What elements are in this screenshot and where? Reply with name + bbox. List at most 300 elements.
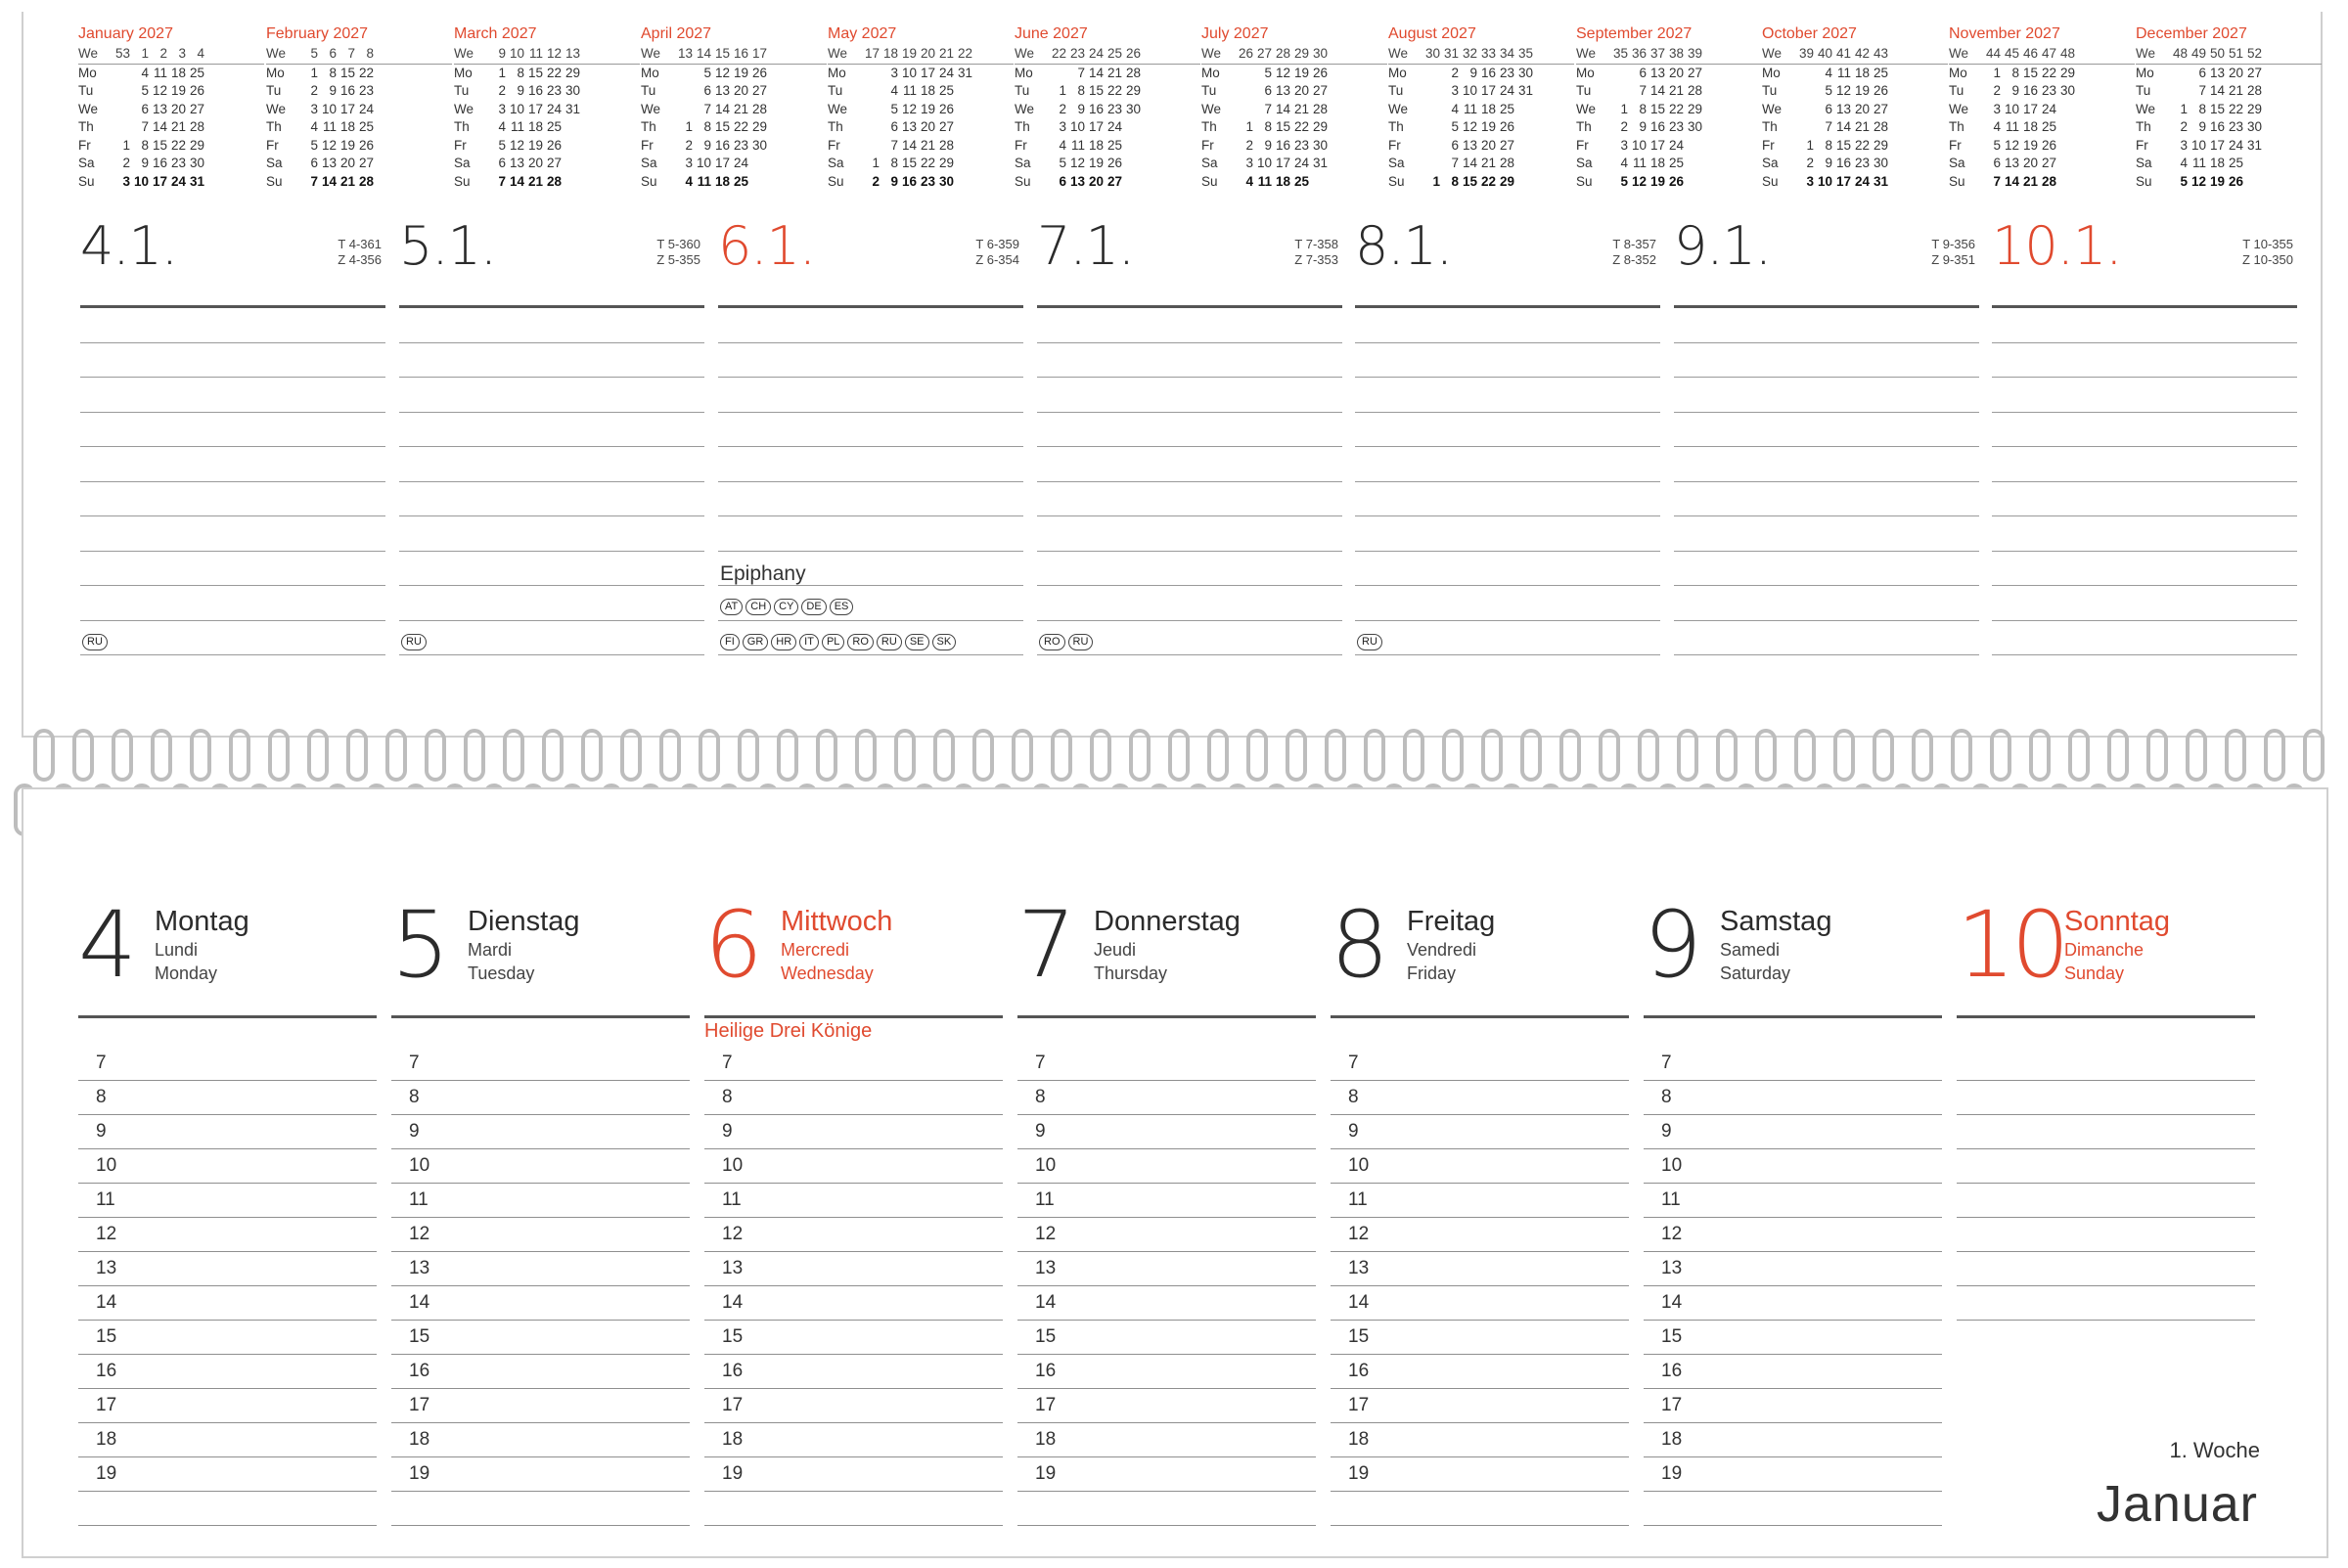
hour-slot[interactable]: [1957, 1149, 2255, 1184]
day-cell: 26: [1668, 173, 1684, 189]
hour-slot[interactable]: [1644, 1423, 1942, 1457]
day-cell: 13: [509, 156, 524, 170]
hour-slot[interactable]: [1331, 1252, 1629, 1286]
hour-slot[interactable]: [1957, 1081, 2255, 1115]
note-line[interactable]: [718, 482, 1023, 517]
day-cell: 26: [189, 83, 204, 98]
hour-slot[interactable]: [1957, 1184, 2255, 1218]
hour-slot[interactable]: [1331, 1355, 1629, 1389]
hour-slot[interactable]: [1644, 1355, 1942, 1389]
day-cell: 1: [1059, 83, 1066, 98]
hour-slot[interactable]: [391, 1492, 690, 1526]
hour-slot[interactable]: [704, 1149, 1003, 1184]
day-cell: 29: [564, 65, 580, 80]
day-cell: 24: [1106, 119, 1122, 134]
day-cell: 5: [2180, 173, 2188, 189]
hour-slot[interactable]: [1644, 1286, 1942, 1321]
hour-slot[interactable]: [1957, 1252, 2255, 1286]
hour-slot[interactable]: [1957, 1218, 2255, 1252]
hour-slot[interactable]: [78, 1321, 377, 1355]
hour-slot[interactable]: [78, 1115, 377, 1149]
note-line[interactable]: [1674, 552, 1979, 587]
spiral-ring: [385, 729, 407, 782]
weekday-row: [1388, 137, 1574, 156]
weekday-label: Mo: [266, 65, 285, 80]
day-cell: 19: [170, 83, 186, 98]
hour-slot[interactable]: [704, 1423, 1003, 1457]
day-cell: 25: [1668, 156, 1684, 170]
day-cell: 12: [509, 137, 524, 153]
note-line[interactable]: [1992, 378, 2297, 413]
day-cell: 8: [517, 65, 524, 80]
day-cell: 27: [546, 156, 562, 170]
note-line[interactable]: [1992, 447, 2297, 482]
note-line[interactable]: [399, 516, 704, 552]
day-cell: 2: [872, 173, 880, 189]
day-cell: [863, 65, 881, 83]
note-line[interactable]: [80, 552, 385, 587]
weekday-label: We: [2136, 101, 2156, 116]
day-cell: 31: [957, 65, 972, 80]
note-line[interactable]: [1992, 621, 2297, 656]
spiral-ring: [1207, 729, 1229, 782]
day-cell: 30: [564, 83, 580, 98]
day-cell: 27: [2041, 156, 2056, 170]
note-line[interactable]: [718, 516, 1023, 552]
note-line[interactable]: [1674, 516, 1979, 552]
hour-slot[interactable]: [704, 1492, 1003, 1526]
hour-slot[interactable]: [1017, 1252, 1316, 1286]
note-line[interactable]: [1992, 413, 2297, 448]
note-line[interactable]: [1037, 413, 1342, 448]
note-line[interactable]: [718, 413, 1023, 448]
hour-slot[interactable]: [391, 1115, 690, 1149]
weekday-label: We: [1388, 46, 1409, 61]
note-line[interactable]: [1355, 447, 1660, 482]
hour-slot[interactable]: [1644, 1081, 1942, 1115]
hour-slot[interactable]: [704, 1184, 1003, 1218]
hour-label: 19: [96, 1463, 117, 1484]
day-cell: 15: [1088, 83, 1104, 98]
day-cell: 11: [2005, 119, 2019, 134]
day-cell: 31: [1517, 83, 1533, 98]
note-line[interactable]: [1674, 413, 1979, 448]
day-cell: 3: [310, 101, 318, 116]
hour-slot[interactable]: [78, 1047, 377, 1081]
day-cell: [376, 155, 394, 173]
day-cell: 28: [1275, 46, 1290, 61]
week-number-row: [454, 45, 640, 65]
hour-slot[interactable]: [1644, 1252, 1942, 1286]
hour-label: 9: [722, 1121, 733, 1142]
note-line[interactable]: [1674, 343, 1979, 379]
weekday-row: [78, 82, 264, 101]
spiral-ring: [1364, 729, 1385, 782]
weekday-label: Su: [641, 173, 657, 189]
day-cell: 24: [1088, 46, 1104, 61]
note-line[interactable]: [399, 378, 704, 413]
day-number: 7: [1017, 892, 1072, 999]
hour-slot[interactable]: [1017, 1355, 1316, 1389]
holiday-name: Heilige Drei Könige: [704, 1020, 873, 1042]
hour-slot[interactable]: [1017, 1423, 1316, 1457]
note-line[interactable]: [80, 378, 385, 413]
day-cell: 20: [733, 83, 748, 98]
day-cell: 15: [714, 46, 730, 61]
hour-slot[interactable]: [1017, 1184, 1316, 1218]
note-line[interactable]: [1355, 482, 1660, 517]
day-cell: 18: [882, 46, 898, 61]
day-cell: 10: [1631, 137, 1647, 153]
hour-slot[interactable]: [1331, 1184, 1629, 1218]
note-line[interactable]: [399, 586, 704, 621]
day-cell: 1: [1806, 137, 1814, 153]
hour-slot[interactable]: [391, 1218, 690, 1252]
hour-slot[interactable]: [78, 1457, 377, 1492]
note-line[interactable]: [399, 447, 704, 482]
note-line[interactable]: [80, 343, 385, 379]
hour-slot[interactable]: [1331, 1286, 1629, 1321]
day-cell: 13: [321, 156, 337, 170]
note-line[interactable]: [1674, 586, 1979, 621]
note-line[interactable]: [1355, 552, 1660, 587]
hour-slot[interactable]: [1017, 1286, 1316, 1321]
hour-slot[interactable]: [704, 1389, 1003, 1423]
hour-label: 19: [1348, 1463, 1370, 1484]
note-line[interactable]: [399, 413, 704, 448]
hour-slot[interactable]: [1957, 1047, 2255, 1081]
hour-slot[interactable]: [1331, 1389, 1629, 1423]
weekday-row: [2136, 137, 2322, 156]
note-line[interactable]: [80, 621, 385, 656]
day-cell: 13: [677, 46, 693, 61]
day-cell: 18: [170, 65, 186, 80]
note-line[interactable]: [1674, 447, 1979, 482]
weekday-name-french: Dimanche: [2064, 940, 2145, 960]
hour-slot[interactable]: [1017, 1149, 1316, 1184]
hour-slots: [78, 1047, 377, 1526]
note-line[interactable]: [1674, 482, 1979, 517]
note-line[interactable]: [80, 308, 385, 343]
country-code-badge: CH: [745, 599, 771, 615]
note-line[interactable]: [1355, 516, 1660, 552]
day-cell: 9: [517, 83, 524, 98]
hour-slot[interactable]: [1331, 1423, 1629, 1457]
hour-slot[interactable]: [1017, 1492, 1316, 1526]
hour-slot[interactable]: [1644, 1047, 1942, 1081]
day-cell: 8: [703, 119, 711, 134]
note-line[interactable]: [80, 586, 385, 621]
hour-slot[interactable]: [391, 1081, 690, 1115]
spiral-ring: [620, 729, 642, 782]
hour-slot[interactable]: [1957, 1115, 2255, 1149]
weekday-row: [1388, 65, 1574, 83]
note-line[interactable]: [1037, 308, 1342, 343]
day-cell: 23: [733, 137, 748, 153]
spiral-ring: [190, 729, 211, 782]
week-number-row: [828, 45, 1014, 65]
hour-slot[interactable]: [704, 1047, 1003, 1081]
day-cell: 35: [1612, 46, 1628, 61]
note-line[interactable]: [1992, 552, 2297, 587]
hour-slot[interactable]: [1331, 1321, 1629, 1355]
hour-slot[interactable]: [1644, 1218, 1942, 1252]
day-cell: 15: [527, 65, 543, 80]
note-line[interactable]: [1037, 482, 1342, 517]
hour-slot[interactable]: [1331, 1047, 1629, 1081]
hour-slot[interactable]: [391, 1321, 690, 1355]
hour-label: 13: [1661, 1258, 1683, 1278]
hour-slot[interactable]: [1644, 1389, 1942, 1423]
country-code-badge: SK: [932, 634, 957, 650]
hour-slot[interactable]: [1017, 1218, 1316, 1252]
day-number: 4: [78, 892, 133, 999]
hour-slot[interactable]: [78, 1149, 377, 1184]
weekday-row: [1949, 137, 2135, 156]
hour-slot[interactable]: [1644, 1457, 1942, 1492]
hour-slot[interactable]: [391, 1389, 690, 1423]
day-cell: [956, 173, 974, 192]
day-cell: 8: [2198, 101, 2206, 116]
weekday-row: [641, 118, 827, 137]
hour-label: 13: [409, 1258, 430, 1278]
hour-slot[interactable]: [78, 1492, 377, 1526]
hour-slot[interactable]: [1017, 1457, 1316, 1492]
note-line[interactable]: [1037, 516, 1342, 552]
note-line[interactable]: [1355, 586, 1660, 621]
day-cell: [1516, 155, 1535, 173]
weekday-row: [1388, 101, 1574, 119]
hour-slot[interactable]: [1331, 1081, 1629, 1115]
hour-slot[interactable]: [391, 1149, 690, 1184]
month-mini-calendar: [1576, 23, 1762, 190]
hour-slot[interactable]: [391, 1047, 690, 1081]
note-line[interactable]: [1674, 308, 1979, 343]
day-cell: 19: [1293, 65, 1309, 80]
day-cell: 28: [938, 137, 954, 153]
hour-slot[interactable]: [704, 1286, 1003, 1321]
hour-slot[interactable]: [391, 1286, 690, 1321]
holiday-country-codes: [1039, 634, 1093, 650]
hour-slot[interactable]: [1017, 1321, 1316, 1355]
day-count: [338, 237, 382, 268]
day-number: 6: [704, 892, 759, 999]
day-cell: [863, 82, 881, 101]
hour-slot[interactable]: [704, 1081, 1003, 1115]
hour-label: 8: [722, 1087, 733, 1107]
note-line[interactable]: [80, 413, 385, 448]
note-line[interactable]: [1037, 343, 1342, 379]
hour-slot[interactable]: [1331, 1149, 1629, 1184]
note-line[interactable]: [1037, 378, 1342, 413]
note-line[interactable]: [399, 343, 704, 379]
hour-slot[interactable]: [704, 1252, 1003, 1286]
weekday-label: Th: [1015, 119, 1030, 134]
note-line[interactable]: [1355, 343, 1660, 379]
note-line[interactable]: [718, 308, 1023, 343]
note-line[interactable]: [1674, 378, 1979, 413]
day-cell: 19: [920, 101, 935, 116]
hour-label: 17: [1661, 1395, 1683, 1415]
day-cell: 26: [358, 137, 374, 153]
hour-slot[interactable]: [391, 1355, 690, 1389]
day-cell: 15: [1835, 137, 1851, 153]
weekday-name-english: Thursday: [1094, 963, 1168, 983]
note-line[interactable]: [1037, 586, 1342, 621]
day-cell: 16: [2022, 83, 2038, 98]
hour-slot[interactable]: [78, 1081, 377, 1115]
hour-slot[interactable]: [78, 1389, 377, 1423]
day-cell: [376, 118, 394, 137]
day-cell: 7: [1825, 119, 1832, 134]
day-cell: [956, 155, 974, 173]
hour-slot[interactable]: [1331, 1457, 1629, 1492]
note-line[interactable]: [1037, 447, 1342, 482]
day-cell: 5: [310, 137, 318, 153]
day-cell: 41: [1835, 46, 1851, 61]
hour-slot[interactable]: [1644, 1184, 1942, 1218]
day-cell: 3: [1806, 173, 1814, 189]
day-cell: 16: [1480, 65, 1496, 80]
day-cell: 26: [1238, 46, 1253, 61]
day-count-z: Z 10-350: [2241, 252, 2293, 267]
day-cell: 28: [2246, 83, 2262, 98]
country-code-badge: RU: [82, 634, 108, 650]
hour-slot[interactable]: [704, 1457, 1003, 1492]
note-line[interactable]: [80, 447, 385, 482]
hour-slot[interactable]: [1331, 1492, 1629, 1526]
weekday-row: [641, 137, 827, 156]
hour-label: 9: [1661, 1121, 1672, 1142]
note-line[interactable]: [1992, 586, 2297, 621]
weekday-row: [1015, 82, 1200, 101]
hour-label: 14: [409, 1292, 430, 1313]
day-cell: [1797, 118, 1816, 137]
note-line[interactable]: [1992, 308, 2297, 343]
note-line[interactable]: [1992, 516, 2297, 552]
note-line[interactable]: [399, 552, 704, 587]
note-line[interactable]: [1355, 378, 1660, 413]
hour-slot[interactable]: [391, 1457, 690, 1492]
hour-slot[interactable]: [704, 1355, 1003, 1389]
day-cell: 22: [170, 137, 186, 153]
note-line[interactable]: [1355, 621, 1660, 656]
day-cell: [376, 137, 394, 156]
note-line[interactable]: [399, 308, 704, 343]
day-cell: 26: [751, 65, 767, 80]
day-cell: 23: [1106, 101, 1122, 116]
hour-slot[interactable]: [78, 1252, 377, 1286]
day-cell: 3: [178, 46, 186, 61]
country-code-badge: PL: [822, 634, 844, 650]
weekday-label: Th: [1576, 119, 1592, 134]
hour-slot[interactable]: [704, 1218, 1003, 1252]
day-cell: 17: [1480, 83, 1496, 98]
hour-slot[interactable]: [391, 1423, 690, 1457]
hour-slot[interactable]: [1331, 1218, 1629, 1252]
weekday-label: Sa: [1949, 156, 1965, 170]
note-line[interactable]: [1355, 413, 1660, 448]
hour-slot[interactable]: [78, 1286, 377, 1321]
note-line[interactable]: [399, 482, 704, 517]
day-cell: 20: [920, 119, 935, 134]
month-mini-calendar: [266, 23, 452, 190]
hour-label: 16: [1035, 1361, 1057, 1381]
weekday-label: We: [641, 46, 661, 61]
day-cell: [1237, 82, 1255, 101]
weekday-name: Mittwoch: [781, 906, 893, 937]
note-line[interactable]: [399, 621, 704, 656]
hour-slot[interactable]: [1017, 1047, 1316, 1081]
hour-slot[interactable]: [1957, 1286, 2255, 1321]
hour-slot[interactable]: [1644, 1321, 1942, 1355]
day-cell: 4: [1059, 137, 1066, 153]
hour-slot[interactable]: [1017, 1389, 1316, 1423]
hour-slot[interactable]: [391, 1252, 690, 1286]
day-cell: 8: [890, 156, 898, 170]
note-line[interactable]: [80, 516, 385, 552]
note-line[interactable]: [718, 378, 1023, 413]
hour-label: 10: [96, 1155, 117, 1176]
month-name: January 2027: [78, 25, 173, 42]
weekday-label: Su: [1388, 173, 1405, 189]
hour-slot[interactable]: [704, 1321, 1003, 1355]
hour-slot[interactable]: [1331, 1115, 1629, 1149]
note-line[interactable]: [1992, 482, 2297, 517]
day-cell: 20: [1293, 83, 1309, 98]
hour-slot[interactable]: [1644, 1115, 1942, 1149]
day-cell: 11: [153, 65, 167, 80]
day-cell: 30: [1424, 46, 1440, 61]
hour-slot[interactable]: [1644, 1492, 1942, 1526]
hour-slot[interactable]: [78, 1423, 377, 1457]
hour-slot[interactable]: [391, 1184, 690, 1218]
hour-slot[interactable]: [704, 1115, 1003, 1149]
day-cell: 25: [1873, 65, 1888, 80]
hour-slot[interactable]: [1017, 1115, 1316, 1149]
day-cell: 38: [1668, 46, 1684, 61]
day-cell: 46: [2022, 46, 2038, 61]
hour-slot[interactable]: [78, 1355, 377, 1389]
day-cell: 7: [347, 46, 355, 61]
day-cell: 6: [498, 156, 506, 170]
hour-slot[interactable]: [78, 1184, 377, 1218]
day-cell: 10: [2004, 101, 2019, 116]
note-line[interactable]: [1674, 621, 1979, 656]
hour-label: 17: [409, 1395, 430, 1415]
note-line[interactable]: [1992, 343, 2297, 379]
weekday-row: [641, 155, 827, 173]
hour-slot[interactable]: [1017, 1081, 1316, 1115]
day-cell: 9: [1469, 65, 1477, 80]
note-line[interactable]: [718, 447, 1023, 482]
note-line[interactable]: [1037, 552, 1342, 587]
hour-label: 19: [409, 1463, 430, 1484]
hour-slot[interactable]: [78, 1218, 377, 1252]
weekday-row: [828, 101, 1014, 119]
day-cell: 8: [2011, 65, 2019, 80]
day-cell: 24: [938, 65, 954, 80]
month-name: March 2027: [454, 25, 537, 42]
note-line[interactable]: [80, 482, 385, 517]
day-cell: [1516, 137, 1535, 156]
day-cell: 27: [1873, 101, 1888, 116]
note-line[interactable]: [1355, 308, 1660, 343]
weekday-label: We: [78, 46, 99, 61]
note-line[interactable]: [718, 343, 1023, 379]
hour-label: 12: [1035, 1224, 1057, 1244]
hour-slot[interactable]: [1644, 1149, 1942, 1184]
